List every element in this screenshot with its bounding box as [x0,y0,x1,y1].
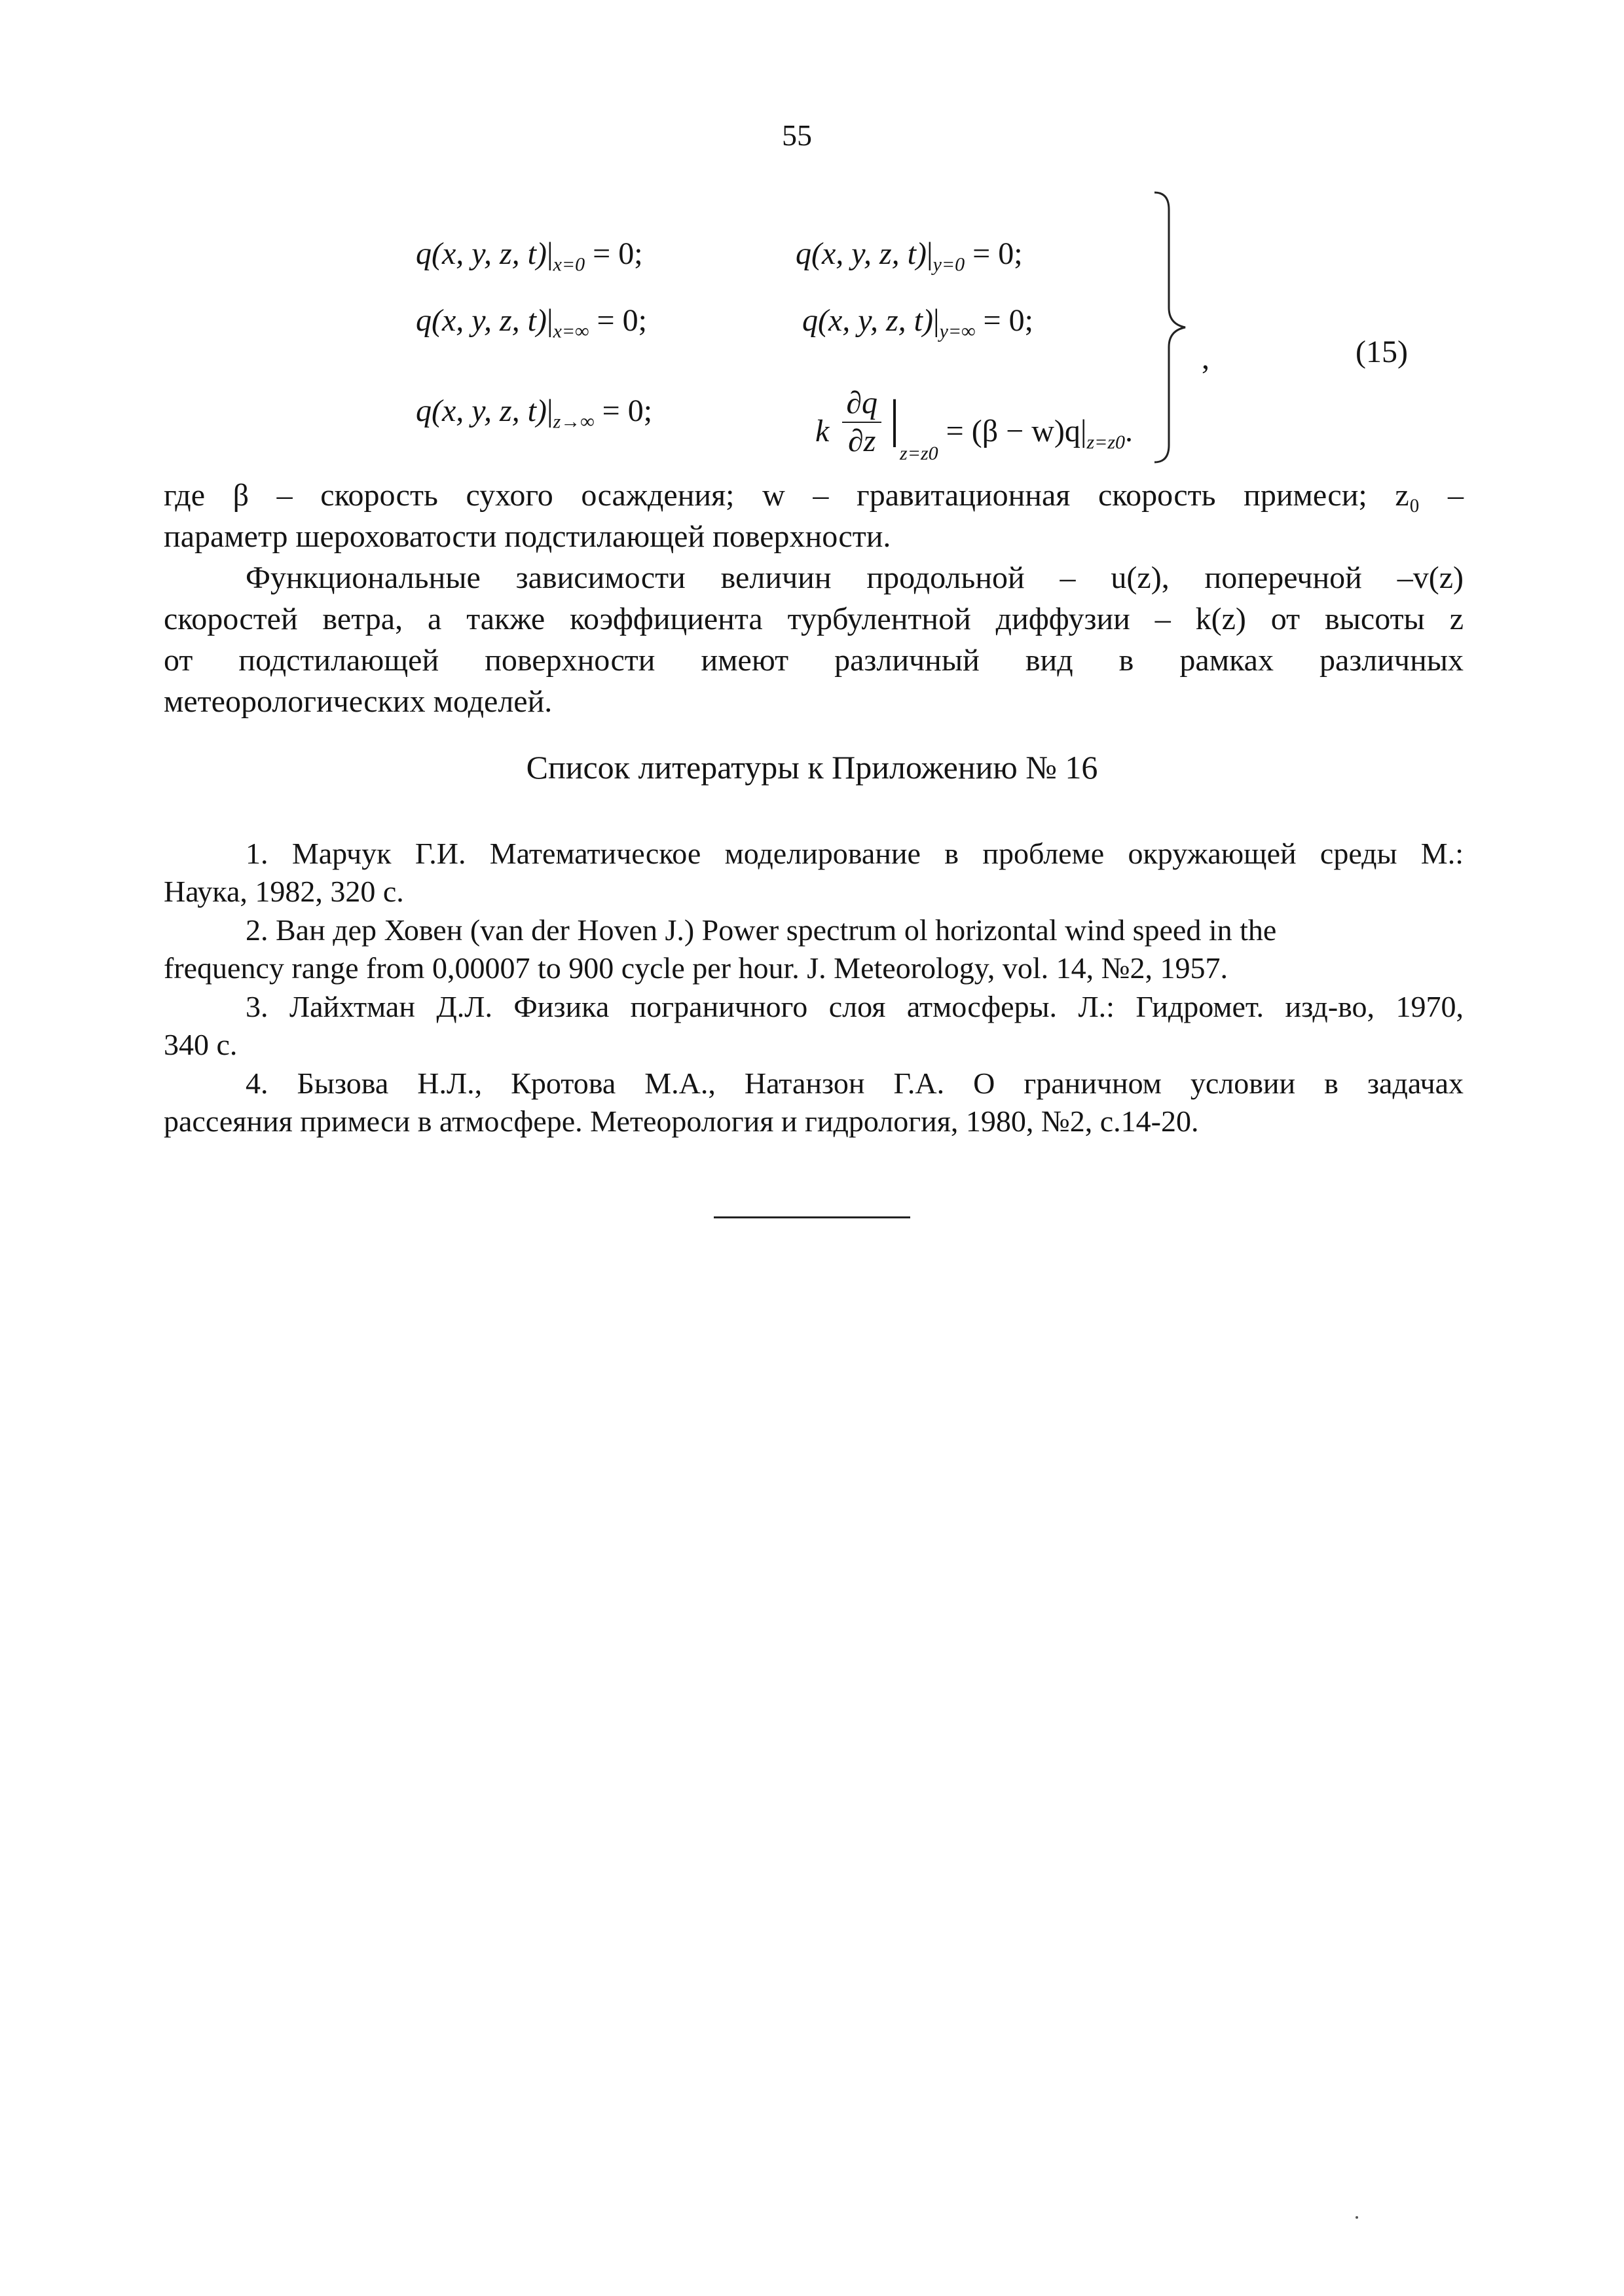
reference-line: рассеяния примеси в атмосфере. Метеорология и гидрология, 1980, №2, с.14-20. [164,1104,1199,1138]
paragraph-2 [164,557,1464,722]
reference-line: 2. Ван дер Ховен (van der Hoven J.) Power spectrum ol horizontal wind speed in the [246,913,1277,947]
paragraph-line: где β – скорость сухого осаждения; w – гравитационная скорость примеси; z₀ – [164,478,1464,513]
paragraph-line: Функциональные зависимости величин продольной – u(z), поперечной –v(z) [246,560,1464,595]
reference-item-4 [164,1065,1464,1140]
reference-item-2 [164,911,1464,987]
paragraph-line: метеорологических моделей. [164,684,553,719]
reference-item-1 [164,835,1464,911]
reference-line: 340 с. [164,1028,238,1061]
reference-line: 3. Лайхтман Д.Л. Физика пограничного слоя атмосферы. Л.: Гидромет. изд-во, 1970, [246,990,1464,1023]
reference-line: 1. Марчук Г.И. Математическое моделирование в проблеме окружающей среды М.: [246,837,1464,870]
reference-line: Наука, 1982, 320 с. [164,875,404,908]
reference-line: 4. Бызова Н.Л., Кротова М.А., Натанзон Г.А. О граничном условии в задачах [246,1066,1464,1100]
equation-row-2-right: q(x, y, z, $t)|_{y=\infty} = 0$; [802,303,1033,342]
references-title: Список литературы к Приложению № 16 [526,749,1098,786]
paragraph-line: от подстилающей поверхности имеют различный вид в рамках различных [164,643,1464,678]
equation-row-1-right: q(x, y, z, $t)|_{y=0} = 0$; [796,236,1023,276]
scan-speck [1356,2216,1358,2219]
partial-fraction: $\frac{\partial q}{\partial z}$ [842,385,881,460]
reference-line: frequency range from 0,00007 to 900 cycle per hour. J. Meteorology, vol. 14, №2, 1957. [164,951,1228,985]
equation-row-2-left: q(x, y, z, $t)|_{x=\infty} = 0$; [416,303,647,342]
right-brace-icon [1149,190,1195,465]
equation-row-3-right: k $\frac{\partial q}{\partial z}$ $|_{z=z0} = (\beta - w)q|_{z=z0}$. [815,385,1134,464]
paragraph-line: скоростей ветра, а также коэффициента турбулентной диффузии – k(z) от высоты z [164,602,1464,636]
page-number: 55 [782,118,812,152]
equation-label: (15) [1356,335,1408,369]
end-divider [714,1216,910,1218]
equation-row-3-left: q(x, y, z, $t)|_{z\to\infty} = 0$; [416,393,653,433]
equation-row-1-left: q(x, y, z, $t)|_{x=0} = 0$; [416,236,643,276]
equation-comma: , [1202,341,1209,376]
paragraph-1 [164,475,1464,557]
reference-item-3 [164,988,1464,1064]
paragraph-line: параметр шероховатости подстилающей поверхности. [164,519,891,554]
